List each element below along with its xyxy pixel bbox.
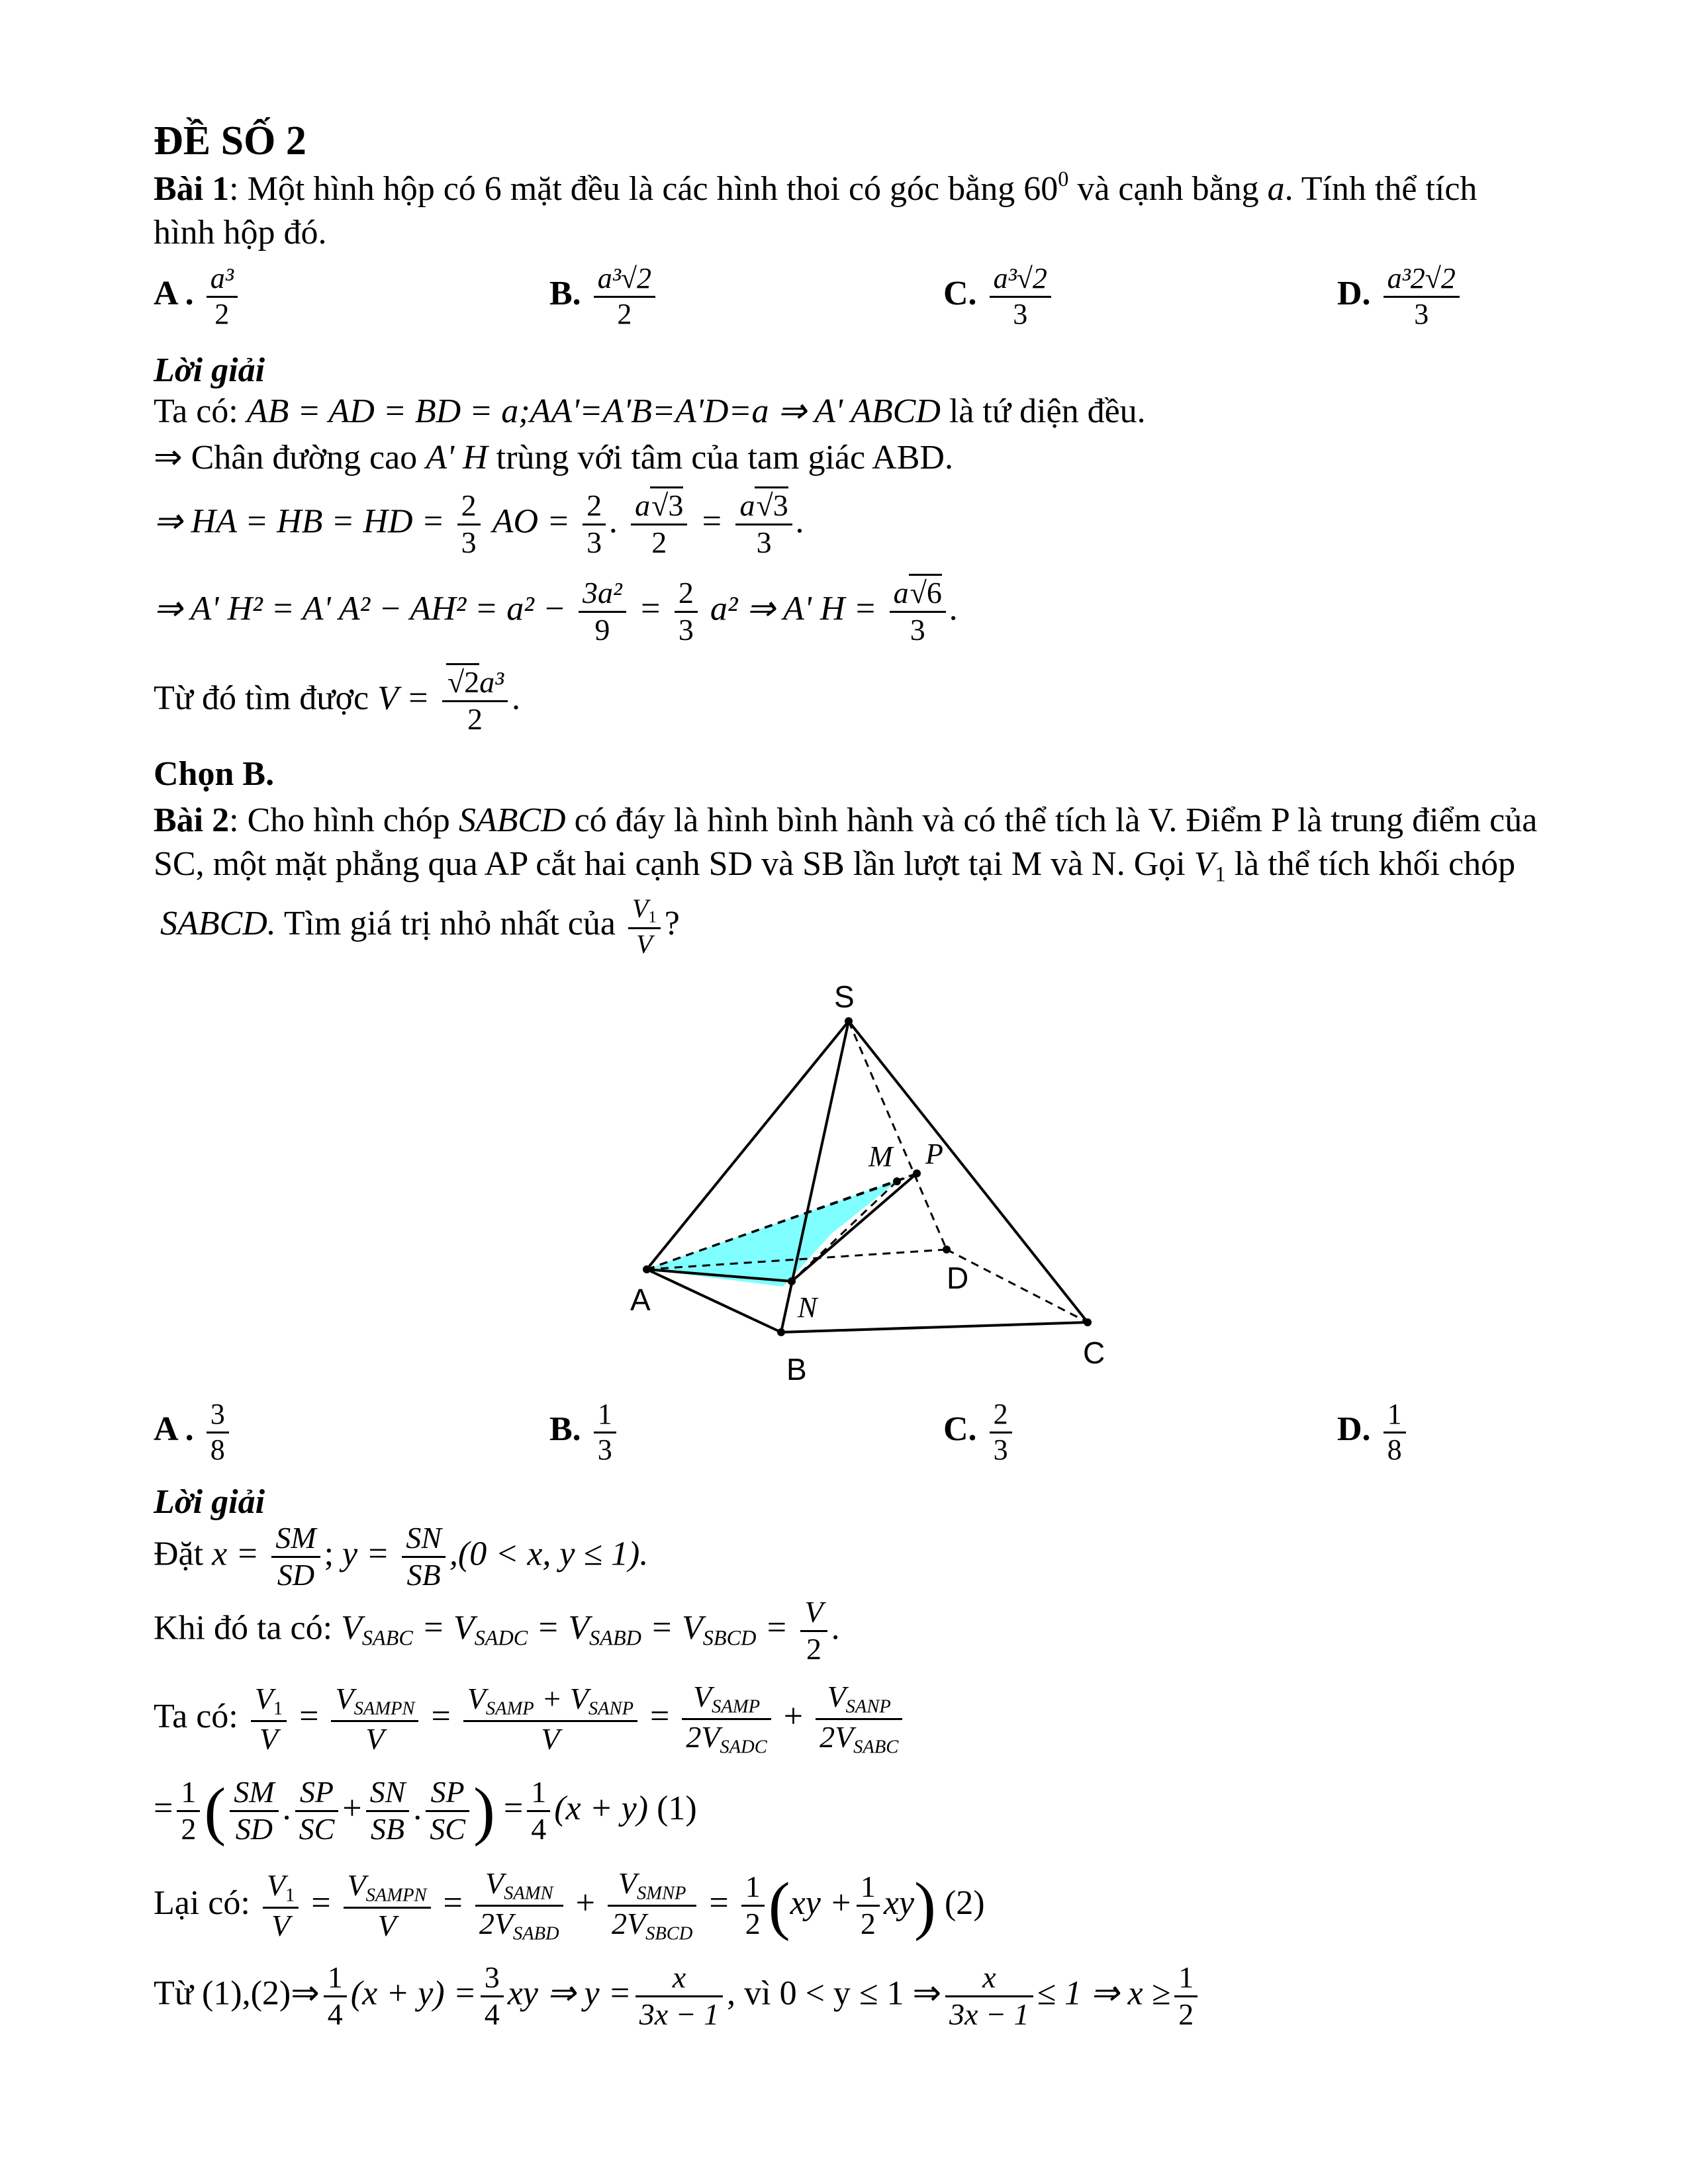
bai1-text-1: : Một hình hộp có 6 mặt đều là các hình thoi có góc bằng — [229, 169, 1015, 208]
bai2-solution-tu: Từ (1),(2)⇒ $\frac{1}{4}$ (x + y) = $\frac{3}{4}$ xy ⇒ y = $\frac{x}{3x - 1}$ , vì 0 < y ≤ 1 ⇒ $\frac{x}{3x - 1}$ ≤ 1 ⇒ x ≥ $\frac{1}{2}$ — [154, 1960, 1201, 2032]
bai2-option-c: C. $\frac{2}{3}$ — [943, 1398, 1016, 1467]
point-c — [1084, 1318, 1092, 1326]
bai1-option-d: D. $\frac{\text{a³2√2}}{3}$ — [1337, 262, 1464, 331]
bai1-option-b: B. $\frac{\text{a³√2}}{2}$ — [549, 262, 659, 331]
bai1-angle: $60^0$ — [1023, 167, 1069, 208]
bai1-solution-line2: ⇒ Chân đường cao A' H trùng với tâm của tam giác ABD. — [154, 439, 953, 477]
point-a — [643, 1265, 651, 1273]
bai1-var-a: a — [1267, 169, 1285, 208]
bai1-solution-line4: ⇒ A' H² = A' A² − AH² = a² − $\frac{\text{3a²}}{9}$ = $\frac{2}{3}$ a² ⇒ A' H = $\frac{a√6}{3}$ . — [154, 576, 959, 648]
section-plane-fill — [647, 1173, 917, 1287]
bai2-solution-label: Lời giải — [154, 1483, 265, 1521]
point-p — [913, 1169, 921, 1177]
bai1-statement-line2: hình hộp đó. — [154, 214, 327, 251]
label-m: M — [868, 1140, 893, 1173]
bai1-option-a: A . $\frac{\text{a³}}{2}$ — [154, 262, 242, 331]
bai1-text-2: và cạnh bằng — [1077, 169, 1259, 208]
bai1-text-3: . Tính thể tích — [1284, 169, 1477, 208]
bai2-solution-eq1: = $\frac{1}{2}$ ( $\frac{SM}{SD}$ . $\frac{SP}{SC}$ + $\frac{SN}{SB}$ . $\frac{SP}{SC}$ ) = $\frac{1}{4}$ (x + y) (1) — [154, 1775, 697, 1847]
bai2-option-b: B. $\frac{1}{3}$ — [549, 1398, 620, 1467]
bai2-statement-line3: SABCD. Tìm giá trị nhỏ nhất của $\frac{V_1}{V}$ ? — [160, 893, 680, 959]
label-n: N — [798, 1291, 818, 1324]
edge-sb — [781, 1021, 849, 1332]
point-s — [845, 1017, 853, 1025]
bai1-answer: Chọn B. — [154, 755, 275, 793]
page-title: ĐỀ SỐ 2 — [154, 118, 306, 163]
bai1-solution-line5: Từ đó tìm được V = $\frac{\text{√2a³}}{2}$ . — [154, 665, 520, 737]
bai1-solution-line1: Ta có: AB = AD = BD = a;AA'=A'B=A'D=a ⇒ A' ABCD là tứ diện đều. — [154, 392, 1146, 430]
label-d: D — [947, 1261, 969, 1295]
bai1-solution-line3: ⇒ HA = HB = HD = $\frac{2}{3}$ AO = $\frac{2}{3}$ . $\frac{a√3}{2}$ = $\frac{a√3}{3}$ . — [154, 488, 805, 561]
bai2-solution-taco: Ta có: $\frac{V_1}{V}$ = $\frac{V_{SAMPN}}{V}$ = $\frac{V_{SAMP} + V_{SANP}}{V}$ = $\frac{V_{SAMP}}{2V_{SADC}}$ + $\frac{V_{SANP}}{2V_{SABC}}$ — [154, 1680, 906, 1759]
bai1-statement-line1 — [154, 167, 1477, 209]
label-s: S — [834, 979, 855, 1014]
bai2-solution-dat: Đặt x = $\frac{SM}{SD}$ ; y = $\frac{SN}{SB}$ ,(0 < x, y ≤ 1). — [154, 1521, 649, 1592]
point-m — [893, 1177, 901, 1185]
bai2-option-d: D. $\frac{1}{8}$ — [1337, 1398, 1410, 1467]
edge-bc — [781, 1322, 1088, 1332]
bai1-option-c: C. $\frac{\text{a³√2}}{3}$ — [943, 262, 1055, 331]
point-d — [943, 1246, 951, 1253]
bai1-solution-label: Lời giải — [154, 351, 265, 389]
bai2-solution-khido: Khi đó ta có: $V_{SABC} = V_{SADC} = V_{SABD} = V_{SBCD}$ = $\frac{V}{2}$ . — [154, 1595, 840, 1666]
point-b — [777, 1328, 785, 1336]
bai1-label: Bài 1 — [154, 169, 230, 208]
point-n — [788, 1277, 796, 1285]
bai2-option-a: A . $\frac{3}{8}$ — [154, 1398, 233, 1467]
label-b: B — [786, 1352, 807, 1387]
bai2-statement-line1: Bài 2: Cho hình chóp SABCD có đáy là hình bình hành và có thể tích là V. Điểm P là trung điểm của — [154, 801, 1538, 839]
pyramid-figure — [596, 966, 1139, 1390]
label-c: C — [1083, 1336, 1105, 1370]
edge-sd — [849, 1021, 947, 1250]
label-p: P — [925, 1138, 943, 1170]
bai2-statement-line2: SC, một mặt phẳng qua AP cắt hai cạnh SD và SB lần lượt tại M và N. Gọi $V_1$ là thể tích khối chóp — [154, 845, 1516, 886]
label-a: A — [630, 1283, 651, 1317]
bai2-v1: $V_1$ — [1194, 845, 1226, 886]
bai2-solution-laico: Lại có: $\frac{V_1}{V}$ = $\frac{V_{SAMPN}}{V}$ = $\frac{V_{SAMN}}{2V_{SABD}}$ + $\frac{V_{SMNP}}{2V_{SBCD}}$ = $\frac{1}{2}$ (xy + $\frac{1}{2}$ xy) (2) — [154, 1866, 985, 1944]
